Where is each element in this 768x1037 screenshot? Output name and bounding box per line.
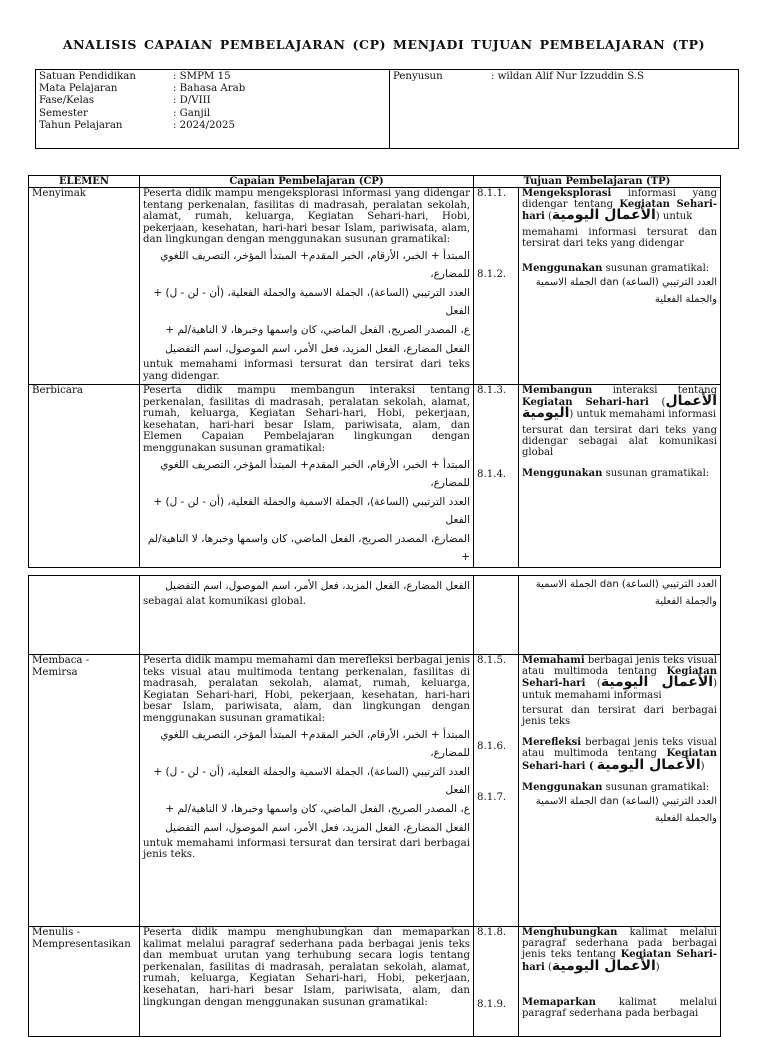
cp-tp-table-page1 bbox=[28, 175, 721, 568]
elemen-cell bbox=[29, 576, 140, 655]
tp-arabic-grammar: والجملة الفعلية bbox=[654, 813, 717, 825]
cp-cell bbox=[140, 188, 474, 385]
tp-cell: Mengeksplorasi informasi yang didengar tentang Kegiatan Sehari-hari (الأعمال اليومية) untuk memahami informasi tersurat dan tersirat dari teks yang didengar Menggunakan susunan gramatikal: العدد الترتيبي (الساعة) dan الجملة الاسمية والجملة الفعلية bbox=[519, 188, 721, 385]
arabic-grammar-line: الفعل المضارع، الفعل المزيد، فعل الأمر، اسم الموصول، اسم التفضيل bbox=[165, 821, 470, 834]
tp-text: informasi yang didengar tentang bbox=[522, 188, 718, 211]
tp-verb: Merefleksi bbox=[522, 737, 582, 749]
tp-topic: Kegiatan Sehari-hari bbox=[522, 949, 717, 973]
tp-text: tersurat dan tersirat dari berbagai jenis teks bbox=[522, 704, 717, 728]
identity-value: : wildan Alif Nur Izzuddin S.S bbox=[491, 71, 645, 82]
tp-number: 8.1.4. bbox=[477, 468, 507, 480]
tp-cell: Membangun interaksi tentang Kegiatan Sehari-hari (الأعمال اليومية) untuk memahami informasi tersurat dan tersirat dari teks yang didengar sebagai alat komunikasi global Menggunakan susunan gramatikal: bbox=[519, 385, 721, 568]
arabic-grammar-line: ع، المصدر الصريح، الفعل الماضي، كان واسمها وخبرها، لا الناهية/لم + bbox=[165, 323, 470, 336]
tp-verb: Mengeksplorasi bbox=[522, 188, 612, 199]
identity-key: Tahun Pelajaran bbox=[39, 119, 123, 131]
arabic-daily-activities: الأعمال اليومية bbox=[522, 393, 718, 422]
tp-text: tersurat dan tersirat dari teks yang didengar sebagai alat komunikasi global bbox=[522, 424, 718, 459]
tp-verb: Menggunakan bbox=[522, 781, 603, 793]
tp-verb: Menggunakan bbox=[522, 468, 603, 480]
tp-text: untuk memahami informasi bbox=[522, 689, 662, 701]
cp-intro: Peserta didik mampu membangun interaksi tentang perkenalan, fasilitas di madrasah, peralatan sekolah, alamat, rumah, keluarga, Kegiatan Sehari-hari, Hobi, pekerjaan, kesehatan, hari-hari besar Islam, pariwisata, alam, dan Elemen Capaian Pembelajaran lingkungan dengan menggunakan susunan gramatikal: bbox=[143, 385, 470, 454]
identity-row bbox=[39, 95, 386, 107]
identity-row bbox=[393, 71, 735, 83]
cp-intro: Peserta didik mampu memahami dan merefleksi berbagai jenis teks visual atau multimoda tentang perkenalan, fasilitas di madrasah, peralatan sekolah, alamat, rumah, keluarga, Kegiatan Sehari-hari, Hobi, pekerjaan, kesehatan, hari-hari besar Islam, pariwisata, alam, dan lingkungan dengan menggunakan susunan gramatikal: bbox=[143, 655, 470, 724]
identity-key: Mata Pelajaran bbox=[39, 83, 118, 95]
identity-row bbox=[39, 108, 386, 120]
arabic-grammar-line: المبتدأ + الخبر، الأرقام، الخبر المقدم+ المبتدأ المؤخر، التصريف اللغوي للمضارع، bbox=[160, 249, 470, 280]
table-row bbox=[29, 927, 721, 1037]
tp-text: kalimat melalui paragraf sederhana pada berbagai jenis teks tentang bbox=[522, 927, 717, 961]
tp-text: kalimat melalui paragraf sederhana pada berbagai bbox=[522, 996, 717, 1020]
tp-arabic-grammar: العدد الترتيبي (الساعة) dan الجملة الاسمية bbox=[535, 796, 717, 808]
arabic-grammar-line: ع، المصدر الصريح، الفعل الماضي، كان واسمها وخبرها، لا الناهية/لم + bbox=[165, 802, 470, 815]
tp-verb: Membangun bbox=[522, 385, 593, 396]
header-tp: Tujuan Pembelajaran (TP) bbox=[474, 176, 721, 188]
identity-row bbox=[39, 83, 386, 95]
identity-value: : SMPM 15 bbox=[173, 71, 231, 82]
elemen-cell: Membaca - Memirsa bbox=[29, 655, 140, 927]
tp-cell: Memahami berbagai jenis teks visual atau multimoda tentang Kegiatan Sehari-hari (الأعمال اليومية) untuk memahami informasi tersurat dan tersirat dari berbagai jenis teks Merefleksi berbagai jenis teks visual atau multimoda tentang Kegiatan Sehari-hari ( الأعمال اليومية) Menggunakan susunan gramatikal: العدد الترتيبي (الساعة) dan الجملة الاسمية والجملة الفعلية bbox=[519, 655, 721, 927]
table-row bbox=[29, 385, 721, 568]
arabic-daily-activities: الأعمال اليومية bbox=[600, 674, 714, 691]
tp-text: untuk bbox=[662, 211, 693, 223]
tp-text: interaksi tentang bbox=[612, 385, 718, 396]
identity-value: : D/VIII bbox=[173, 95, 211, 107]
tp-number: 8.1.7. bbox=[477, 792, 507, 804]
arabic-grammar-line: العدد الترتيبي (الساعة)، الجملة الاسمية والجملة الفعلية، (أن - لن - ل) + الفعل bbox=[153, 286, 470, 317]
tp-number-cell bbox=[474, 385, 519, 568]
tp-text: berbagai jenis teks visual atau multimoda tentang bbox=[522, 655, 717, 678]
header-cp: Capaian Pembelajaran (CP) bbox=[140, 176, 474, 188]
arabic-grammar-line: العدد الترتيبي (الساعة)، الجملة الاسمية والجملة الفعلية، (أن - لن - ل) + الفعل bbox=[153, 765, 470, 796]
cp-intro: Peserta didik mampu menghubungkan dan memaparkan kalimat melalui paragraf sederhana pada berbagai jenis teks dan membuat urutan yang terhubung secara logis tentang perkenalan, fasilitas di madrasah, peralatan sekolah, alamat, rumah, keluarga, Kegiatan Sehari-hari, Hobi, pekerjaan, kesehatan, hari-hari besar Islam, pariwisata, alam, dan lingkungan dengan menggunakan susunan gramatikal: bbox=[143, 927, 470, 1008]
table-row bbox=[29, 655, 721, 927]
tp-number: 8.1.6. bbox=[477, 740, 507, 752]
tp-text: susunan gramatikal: bbox=[605, 781, 710, 793]
cp-cell bbox=[140, 576, 474, 655]
arabic-grammar-line: المضارع، المصدر الصريح، الفعل الماضي، كان واسمها وخبرها، لا الناهية/لم + bbox=[147, 532, 470, 563]
arabic-grammar-line: الفعل المضارع، الفعل المزيد، فعل الأمر، اسم الموصول، اسم التفضيل bbox=[165, 580, 470, 592]
table-header-row bbox=[29, 176, 721, 188]
document-title: ANALISIS CAPAIAN PEMBELAJARAN (CP) MENJADI TUJUAN PEMBELAJARAN (TP) bbox=[62, 37, 706, 52]
identity-row bbox=[39, 71, 386, 83]
tp-text: untuk memahami informasi bbox=[576, 409, 717, 421]
elemen-cell: Berbicara bbox=[29, 385, 140, 568]
cp-outro: untuk memahami informasi tersurat dan tersirat dari berbagai jenis teks. bbox=[143, 837, 470, 861]
arabic-grammar-line: العدد الترتيبي (الساعة)، الجملة الاسمية والجملة الفعلية، (أن - لن - ل) + الفعل bbox=[153, 495, 470, 526]
identity-key: Satuan Pendidikan bbox=[39, 71, 136, 82]
tp-arabic-grammar: العدد الترتيبي (الساعة) dan الجملة الاسمية bbox=[535, 277, 718, 289]
tp-topic: Kegiatan Sehari-hari bbox=[522, 666, 717, 690]
cp-cell bbox=[140, 385, 474, 568]
identity-value: : Bahasa Arab bbox=[173, 83, 246, 95]
arabic-daily-activities: الأعمال اليومية bbox=[596, 756, 701, 773]
cp-intro: Peserta didik mampu mengeksplorasi informasi yang didengar tentang perkenalan, fasilitas di madrasah, peralatan sekolah, alamat, rumah, keluarga, Kegiatan Sehari-hari, Hobi, pekerjaan, kesehatan, hari-hari besar Islam, pariwisata, alam, dan lingkungan dengan menggunakan susunan gramatikal: bbox=[143, 188, 470, 246]
identity-value: : Ganjil bbox=[173, 107, 211, 119]
arabic-daily-activities: الأعمال اليومية bbox=[551, 957, 656, 974]
tp-number: 8.1.8. bbox=[477, 927, 507, 938]
tp-verb: Menggunakan bbox=[522, 263, 603, 275]
identity-box bbox=[35, 69, 739, 149]
identity-left bbox=[36, 70, 390, 148]
arabic-daily-activities: الأعمال اليومية bbox=[551, 207, 656, 224]
identity-value: : 2024/2025 bbox=[173, 119, 235, 131]
table-row bbox=[29, 188, 721, 385]
tp-number: 8.1.9. bbox=[477, 998, 507, 1010]
tp-number: 8.1.3. bbox=[477, 385, 507, 396]
tp-arabic-grammar: والجملة الفعلية bbox=[654, 596, 717, 607]
cp-tp-table-page2 bbox=[28, 575, 721, 1037]
identity-key: Semester bbox=[39, 107, 88, 119]
tp-number-cell bbox=[474, 927, 519, 1037]
tp-topic: Kegiatan Sehari-hari bbox=[522, 397, 649, 409]
tp-number-cell bbox=[474, 655, 519, 927]
tp-topic: Kegiatan Sehari-hari bbox=[522, 199, 718, 223]
tp-text: berbagai jenis teks visual atau multimoda tentang bbox=[522, 737, 717, 760]
tp-number: 8.1.1. bbox=[477, 188, 507, 199]
tp-number-cell bbox=[474, 188, 519, 385]
tp-verb: Memahami bbox=[522, 655, 585, 666]
tp-text: susunan gramatikal: bbox=[605, 263, 710, 275]
tp-text: susunan gramatikal: bbox=[605, 468, 710, 480]
cp-outro: sebagai alat komunikasi global. bbox=[143, 596, 307, 607]
table-row-continuation bbox=[29, 576, 721, 655]
identity-right bbox=[390, 70, 738, 148]
tp-arabic-grammar: العدد الترتيبي (الساعة) dan الجملة الاسمية bbox=[535, 579, 717, 590]
tp-number: 8.1.2. bbox=[477, 268, 507, 280]
tp-cell: Menghubungkan kalimat melalui paragraf sederhana pada berbagai jenis teks tentang Kegiatan Sehari-hari (الأعمال اليومية) Memaparkan kalimat melalui paragraf sederhana pada berbagai bbox=[519, 927, 721, 1037]
tp-number-cell bbox=[474, 576, 519, 655]
cp-cell bbox=[140, 655, 474, 927]
tp-number: 8.1.5. bbox=[477, 655, 507, 666]
elemen-cell: Menulis - Mempresentasikan bbox=[29, 927, 140, 1037]
tp-topic: Kegiatan Sehari-hari ( bbox=[522, 748, 717, 772]
header-elemen: ELEMEN bbox=[29, 176, 140, 188]
arabic-grammar-line: المبتدأ + الخبر، الأرقام، الخبر المقدم+ المبتدأ المؤخر، التصريف اللغوي للمضارع، bbox=[160, 728, 470, 759]
identity-row bbox=[39, 120, 386, 132]
cp-cell bbox=[140, 927, 474, 1037]
tp-verb: Memaparkan bbox=[522, 996, 596, 1008]
tp-text: memahami informasi tersurat dan tersirat dari teks yang didengar bbox=[522, 226, 718, 249]
identity-key: Penyusun bbox=[393, 71, 443, 82]
elemen-cell: Menyimak bbox=[29, 188, 140, 385]
tp-verb: Menghubungkan bbox=[522, 927, 618, 938]
identity-key: Fase/Kelas bbox=[39, 95, 95, 107]
tp-arabic-grammar: والجملة الفعلية bbox=[654, 294, 718, 306]
arabic-grammar-line: الفعل المضارع، الفعل المزيد، فعل الأمر، اسم الموصول، اسم التفضيل bbox=[165, 342, 470, 355]
cp-outro: untuk memahami informasi tersurat dan tersirat dari teks yang didengar. bbox=[143, 358, 470, 382]
tp-cell bbox=[519, 576, 721, 655]
arabic-grammar-line: المبتدأ + الخبر، الأرقام، الخبر المقدم+ المبتدأ المؤخر، التصريف اللغوي للمضارع، bbox=[160, 458, 470, 489]
